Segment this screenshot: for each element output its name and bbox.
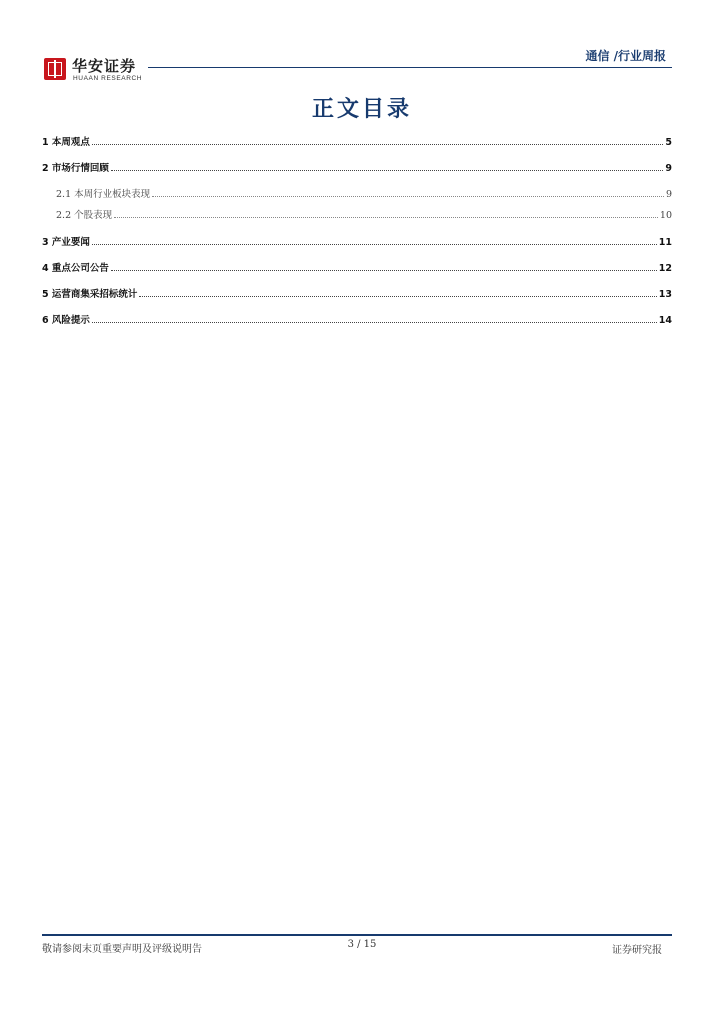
toc-entry-label: 4 重点公司公告 [42, 263, 109, 274]
footer-disclaimer: 敬请参阅末页重要声明及评级说明告 [42, 944, 202, 955]
toc-leader-dots [92, 322, 657, 323]
toc-leader-dots [92, 144, 663, 145]
report-type: 通信 /行业周报 [585, 49, 666, 63]
toc-entry[interactable] [42, 232, 672, 248]
toc-entry-page: 13 [658, 289, 672, 300]
toc-entry[interactable] [42, 310, 672, 326]
header-divider [148, 67, 672, 68]
toc-leader-dots [111, 270, 657, 271]
toc-leader-dots [114, 217, 658, 218]
toc-entry-label: 6 风险提示 [42, 315, 90, 326]
toc-leader-dots [139, 296, 656, 297]
toc-leader-dots [111, 170, 663, 171]
toc-entry-page: 10 [659, 210, 672, 221]
toc-entry-label: 2.1 本周行业板块表现 [56, 189, 151, 200]
toc-entry[interactable] [42, 284, 672, 300]
toc-leader-dots [152, 196, 664, 197]
toc-entry[interactable] [42, 132, 672, 148]
page-header [0, 0, 724, 90]
toc-entry-label: 3 产业要闻 [42, 237, 90, 248]
toc-entry-label: 1 本周观点 [42, 137, 90, 148]
toc-entry-label: 5 运营商集采招标统计 [42, 289, 138, 300]
toc-entry-page: 5 [665, 137, 672, 148]
toc-entry[interactable] [42, 258, 672, 274]
toc-entry-page: 9 [665, 189, 672, 200]
page-number: 3 / 15 [347, 939, 377, 950]
footer-divider [42, 934, 672, 936]
toc-entry-page: 12 [658, 263, 672, 274]
toc-entry-label: 2 市场行情回顾 [42, 163, 109, 174]
toc-leader-dots [92, 244, 657, 245]
toc-entry-page: 14 [658, 315, 672, 326]
toc-entry-page: 9 [665, 163, 672, 174]
toc-entry-page: 11 [658, 237, 672, 248]
brand-name-en: HUAAN RESEARCH [73, 75, 143, 82]
toc-subentry[interactable] [42, 205, 672, 221]
toc-subentry[interactable] [42, 184, 672, 200]
page-title: 正文目录 [311, 97, 412, 122]
toc-entry-label: 2.2 个股表现 [56, 210, 113, 221]
brand-name-cn: 华安证券 [72, 57, 137, 75]
footer-report-label: 证券研究报 [612, 945, 662, 956]
huaan-logo-icon [44, 58, 66, 80]
toc-entry[interactable] [42, 158, 672, 174]
